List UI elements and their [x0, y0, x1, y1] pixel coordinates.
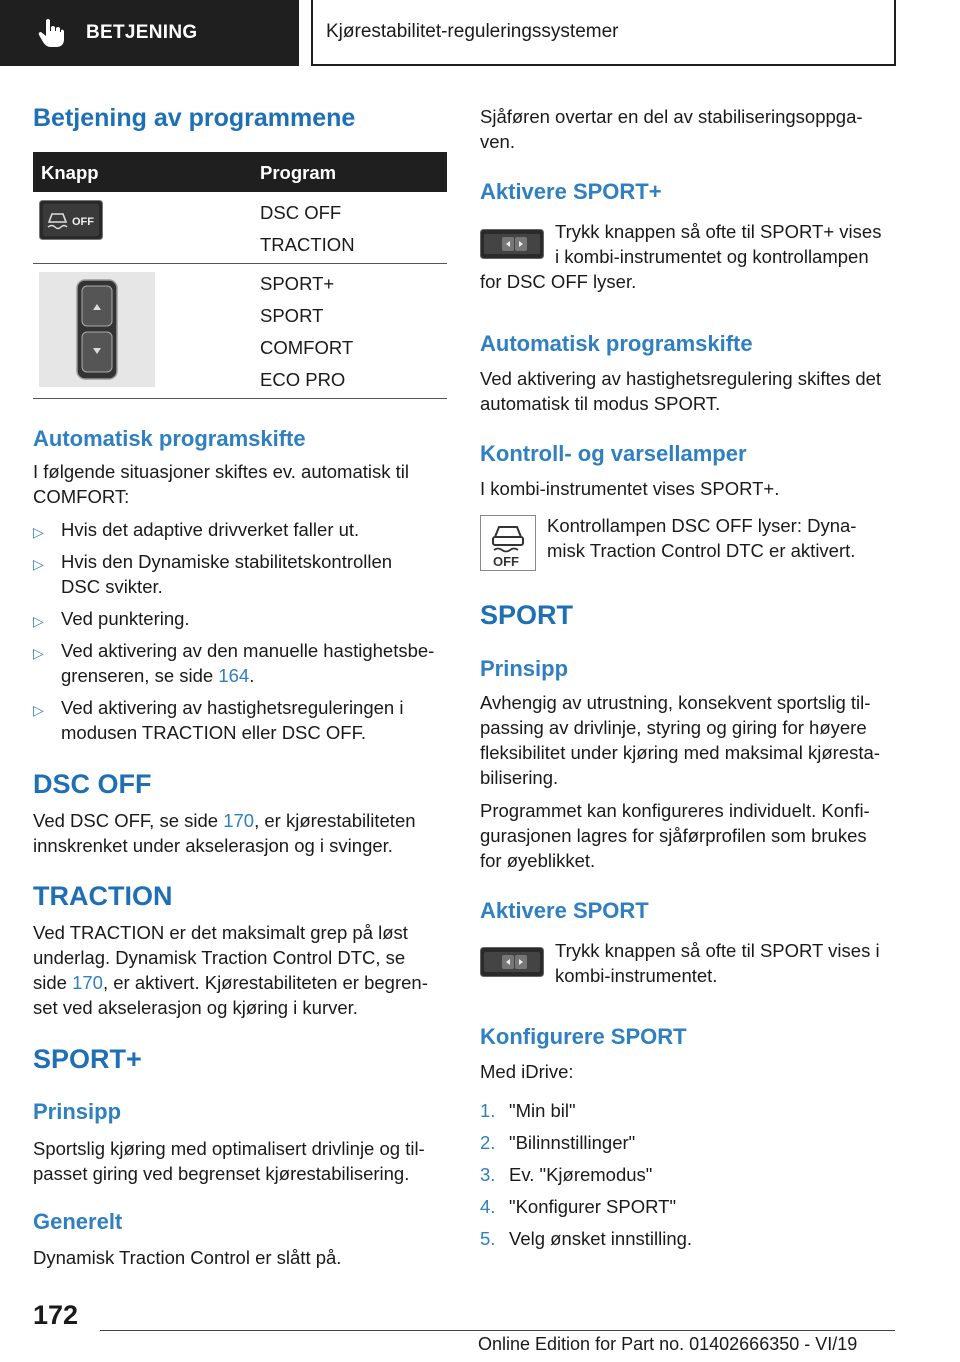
akt2-line1: Trykk knappen så ofte til SPORT vises i: [555, 940, 880, 961]
generelt-line1: Dynamisk Traction Control er slått på.: [33, 1247, 342, 1268]
list-item: ▷ Hvis det adaptive drivverket faller ut.: [33, 517, 447, 542]
program-table-header: [33, 152, 447, 192]
table-row2-program2: SPORT: [260, 305, 324, 326]
lamp-line2: misk Traction Control DTC er aktivert.: [547, 540, 856, 561]
table-row2-program1: SPORT+: [260, 273, 335, 294]
step-text: Ev. "Kjøremodus": [509, 1164, 653, 1185]
heading-kontroll: Kontroll- og varsellamper: [480, 441, 747, 466]
auto-right-line1: Ved aktivering av hastighetsregulering skiftes det: [480, 368, 882, 389]
section-label: BETJENING: [86, 22, 198, 43]
prin-line3: fleksibilitet under kjøring med maksimal kjøresta-: [480, 742, 880, 763]
table-col-knapp: Knapp: [41, 162, 99, 183]
page-number: 172: [33, 1300, 79, 1330]
triangle-bullet-icon: ▷: [33, 524, 44, 540]
dscoff-line2: innskrenket under akselerasjon og i svinger.: [33, 835, 393, 856]
chapter-title-box: [311, 0, 896, 66]
triangle-bullet-icon: ▷: [33, 556, 44, 572]
rocker-switch-icon: [39, 272, 155, 387]
step-text: Velg ønsket innstilling.: [509, 1228, 693, 1249]
heading-aktivere-sport-plus: Aktivere SPORT+: [480, 179, 662, 204]
step-number: 5.: [480, 1228, 496, 1249]
konf-intro: Med iDrive:: [480, 1061, 574, 1082]
heading-konfigurere: Konfigurere SPORT: [480, 1024, 687, 1049]
traction-line2: underlag. Dynamisk Traction Control DTC, se: [33, 947, 406, 968]
auto-right-line2: automatisk til modus SPORT.: [480, 393, 721, 414]
traction-line3: side 170, er aktivert. Kjørestabiliteten er begren-: [33, 972, 428, 993]
prog-line1: Programmet kan konfigureres individuelt. Konfi-: [480, 800, 870, 821]
step-text: "Min bil": [509, 1100, 576, 1121]
step-number: 4.: [480, 1196, 496, 1217]
heading-auto-left: Automatisk programskifte: [33, 426, 306, 451]
step-text: "Bilinnstillinger": [509, 1132, 636, 1153]
traction-line4: set ved akselerasjon og kjøring i kurver.: [33, 997, 358, 1018]
section-tab: [0, 0, 299, 66]
heading-dsc-off: DSC OFF: [33, 769, 152, 799]
intro-line1: Sjåføren overtar en del av stabiliseringsoppga-: [480, 106, 863, 127]
heading-sport: SPORT: [480, 600, 574, 630]
triangle-bullet-icon: ▷: [33, 613, 44, 629]
list-item: ▷ Ved punktering.: [33, 606, 447, 631]
triangle-bullet-icon: ▷: [33, 645, 44, 661]
table-row2-program4: ECO PRO: [260, 369, 346, 390]
page-header: [0, 0, 960, 66]
prog-line3: for øyeblikket.: [480, 850, 596, 871]
prin-line2: passing av drivlinje, styring og giring for høyere: [480, 717, 867, 738]
svg-text:OFF: OFF: [72, 216, 94, 228]
lamp-line1: Kontrollampen DSC OFF lyser: Dyna-: [547, 515, 857, 536]
table-row2-program3: COMFORT: [260, 337, 354, 358]
table-bottom-rule: [33, 398, 447, 399]
kontroll-line1: I kombi-instrumentet vises SPORT+.: [480, 478, 780, 499]
heading-generelt: Generelt: [33, 1209, 123, 1234]
page-link-170[interactable]: 170: [223, 810, 255, 831]
dsc-off-indicator-icon: [480, 515, 536, 571]
akt1-line1: Trykk knappen så ofte til SPORT+ vises: [555, 221, 882, 242]
edition-note: Online Edition for Part no. 01402666350 - VI/19: [478, 1334, 858, 1354]
heading-aktivere-sport: Aktivere SPORT: [480, 898, 649, 923]
heading-auto-right: Automatisk programskifte: [480, 331, 753, 356]
prinsipp-line1: Sportslig kjøring med optimalisert drivlinje og til-: [33, 1138, 425, 1159]
prinsipp-line2: passet giring ved begrenset kjørestabilisering.: [33, 1163, 410, 1184]
mode-switch-image: [39, 272, 155, 387]
page-link-164[interactable]: 164: [218, 665, 250, 686]
triangle-bullet-icon: ▷: [33, 702, 44, 718]
dsc-off-button-icon: [39, 200, 103, 240]
prog-line2: gurasjonen lagres for sjåførprofilen som brukes: [480, 825, 867, 846]
mode-button-icon: [480, 947, 544, 977]
list-item: ▷ Ved aktivering av hastighetsreguleringen i modusen TRACTION eller DSC OFF.: [33, 697, 404, 743]
chapter-title: Kjørestabilitet-reguleringssystemer: [326, 21, 619, 42]
heading-prinsipp-right: Prinsipp: [480, 656, 569, 681]
heading-traction: TRACTION: [33, 881, 173, 911]
hand-pointer-icon: [38, 18, 64, 48]
intro-line2: ven.: [480, 131, 515, 152]
step-number: 2.: [480, 1132, 496, 1153]
list-item: ▷ Ved aktivering av den manuelle hastighetsbe- grenseren, se side 164.: [33, 640, 435, 686]
table-col-program: Program: [260, 162, 337, 183]
table-row1-program1: DSC OFF: [260, 202, 342, 223]
page-link-170[interactable]: 170: [72, 972, 103, 993]
prin-line4: bilisering.: [480, 767, 559, 788]
akt2-line2: kombi-instrumentet.: [555, 965, 718, 986]
heading-betjening: Betjening av programmene: [33, 104, 356, 132]
table-row-divider: [33, 263, 447, 264]
svg-text:OFF: OFF: [493, 554, 519, 569]
akt1-line2: i kombi-instrumentet og kontrollampen: [555, 246, 869, 267]
heading-sport-plus: SPORT+: [33, 1044, 142, 1074]
traction-line1: Ved TRACTION er det maksimalt grep på løst: [33, 922, 408, 943]
auto-intro-line2: COMFORT:: [33, 486, 130, 507]
table-row1-program2: TRACTION: [260, 234, 355, 255]
auto-intro-line1: I følgende situasjoner skiftes ev. automatisk til: [33, 461, 409, 482]
mode-button-icon: [480, 229, 544, 259]
footer-rule: [100, 1330, 895, 1331]
dscoff-line1: Ved DSC OFF, se side 170, er kjørestabiliteten: [33, 810, 416, 831]
prin-line1: Avhengig av utrustning, konsekvent sportslig til-: [480, 692, 871, 713]
step-number: 1.: [480, 1100, 496, 1121]
akt1-line3: for DSC OFF lyser.: [480, 271, 637, 292]
heading-prinsipp-left: Prinsipp: [33, 1099, 122, 1124]
step-text: "Konfigurer SPORT": [509, 1196, 677, 1217]
list-item: ▷ Hvis den Dynamiske stabilitetskontrollen DSC svikter.: [33, 551, 393, 597]
step-number: 3.: [480, 1164, 496, 1185]
